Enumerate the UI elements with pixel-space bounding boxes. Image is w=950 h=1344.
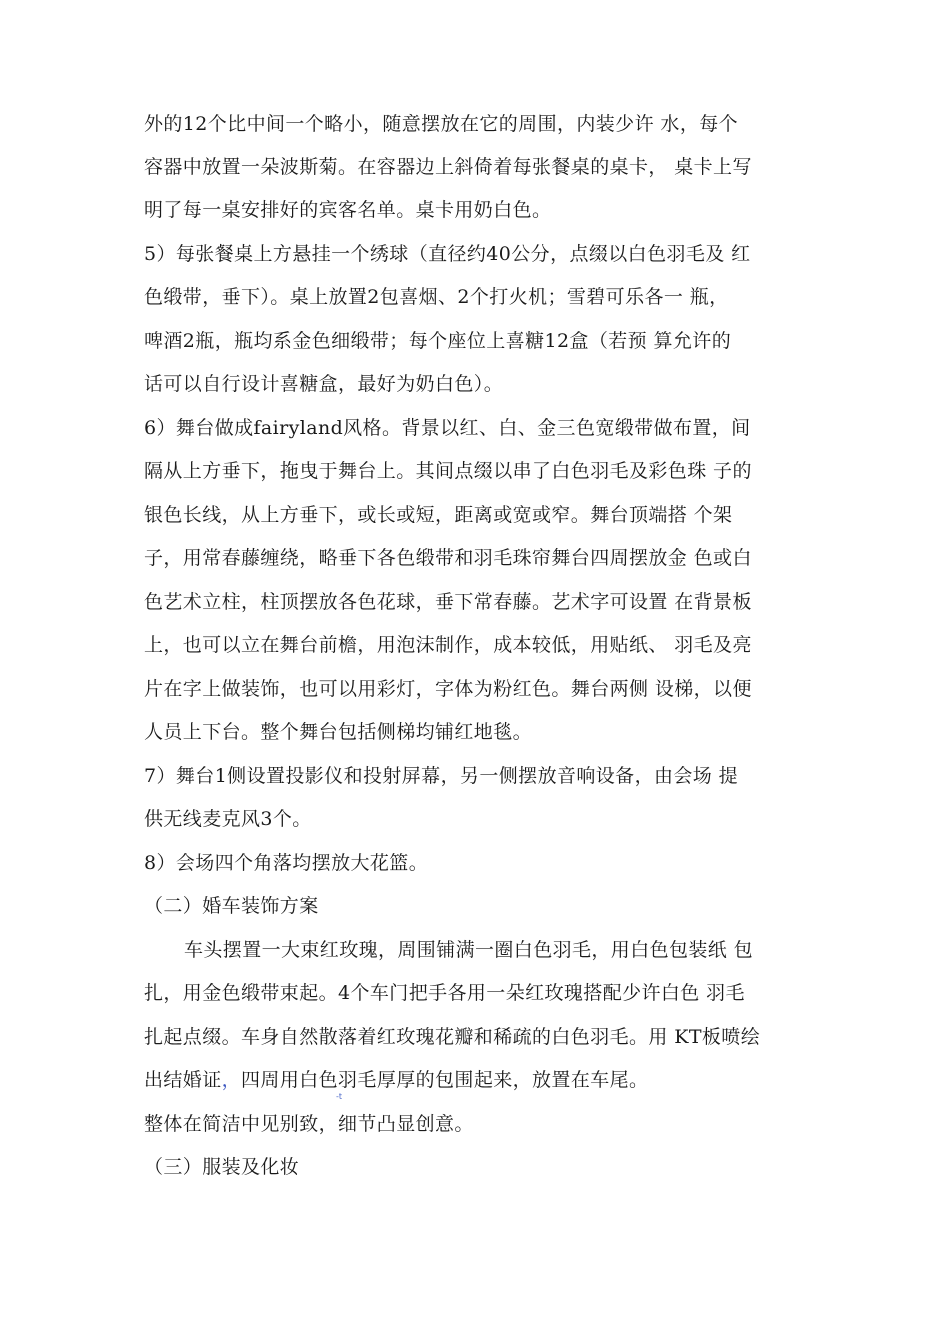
line-comma: ， bbox=[221, 1069, 242, 1091]
wedding-car-paragraph-line: 车头摆置一大束红玫瑰，周围铺满一圈白色羽毛，用白色包装纸 包 bbox=[184, 939, 754, 961]
list-item-8-line: 8）会场四个角落均摆放大花篮。 bbox=[144, 852, 429, 874]
list-item-6-line: 色艺术立柱，柱顶摆放各色花球，垂下常春藤。艺术字可设置 在背景板 bbox=[144, 591, 752, 613]
list-item-6-line: 片在字上做装饰，也可以用彩灯，字体为粉红色。舞台两侧 设梯，以便 bbox=[144, 678, 752, 700]
line-text: 出结婚证 bbox=[144, 1069, 222, 1091]
list-item-7-line: 7）舞台1侧设置投影仪和投射屏幕，另一侧摆放音响设备，由会场 提 bbox=[144, 765, 739, 787]
list-item-7-line: 供无线麦克风3个。 bbox=[144, 808, 312, 830]
wedding-car-paragraph-line: 扎，用金色缎带束起。4个车门把手各用一朵红玫瑰搭配少许白色 羽毛 bbox=[144, 982, 745, 1004]
list-item-6-line: 上，也可以立在舞台前檐，用泡沫制作，成本较低，用贴纸、 羽毛及亮 bbox=[144, 634, 752, 656]
list-item-5-line: 5）每张餐桌上方悬挂一个绣球（直径约40公分，点缀以白色羽毛及 红 bbox=[144, 243, 751, 265]
list-item-6-line: 6）舞台做成fairyland风格。背景以红、白、金三色宽缎带做布置，间 bbox=[144, 417, 751, 439]
list-item-5-line: 色缎带，垂下）。桌上放置2包喜烟、2个打火机；雪碧可乐各一 瓶， bbox=[144, 286, 729, 308]
list-item-5-line: 啤酒2瓶，瓶均系金色细缎带；每个座位上喜糖12盒（若预 算允许的 bbox=[144, 330, 732, 352]
wedding-car-paragraph-line: 扎起点缀。车身自然散落着红玫瑰花瓣和稀疏的白色羽毛。用 KT板喷绘 bbox=[144, 1026, 761, 1048]
paragraph-line: 外的12个比中间一个略小，随意摆放在它的周围，内装少许 水，每个 bbox=[144, 113, 739, 135]
line-text: 四周用白色羽毛厚厚的包围起来，放置在车尾。 bbox=[241, 1069, 649, 1091]
list-item-6-line: 隔从上方垂下，拖曳于舞台上。其间点缀以串了白色羽毛及彩色珠 子的 bbox=[144, 460, 752, 482]
section-heading-wedding-car: （二）婚车装饰方案 bbox=[144, 895, 319, 917]
section-heading-clothing-makeup: （三）服装及化妆 bbox=[144, 1156, 300, 1178]
paragraph-line: 容器中放置一朵波斯菊。在容器边上斜倚着每张餐桌的桌卡， 桌卡上写 bbox=[144, 156, 752, 178]
paragraph-line: 明了每一桌安排好的宾客名单。桌卡用奶白色。 bbox=[144, 199, 552, 221]
list-item-6-line: 人员上下台。整个舞台包括侧梯均铺红地毯。 bbox=[144, 721, 533, 743]
wedding-car-paragraph-line bbox=[144, 1067, 648, 1093]
paragraph-mark: -t bbox=[336, 1092, 343, 1101]
list-item-6-line: 银色长线，从上方垂下，或长或短，距离或宽或窄。舞台顶端搭 个架 bbox=[144, 504, 733, 526]
closing-line: 整体在简洁中见别致，细节凸显创意。 bbox=[144, 1113, 474, 1135]
list-item-6-line: 子，用常春藤缠绕，略垂下各色缎带和羽毛珠帘舞台四周摆放金 色或白 bbox=[144, 547, 752, 569]
list-item-5-line: 话可以自行设计喜糖盒，最好为奶白色）。 bbox=[144, 373, 504, 395]
